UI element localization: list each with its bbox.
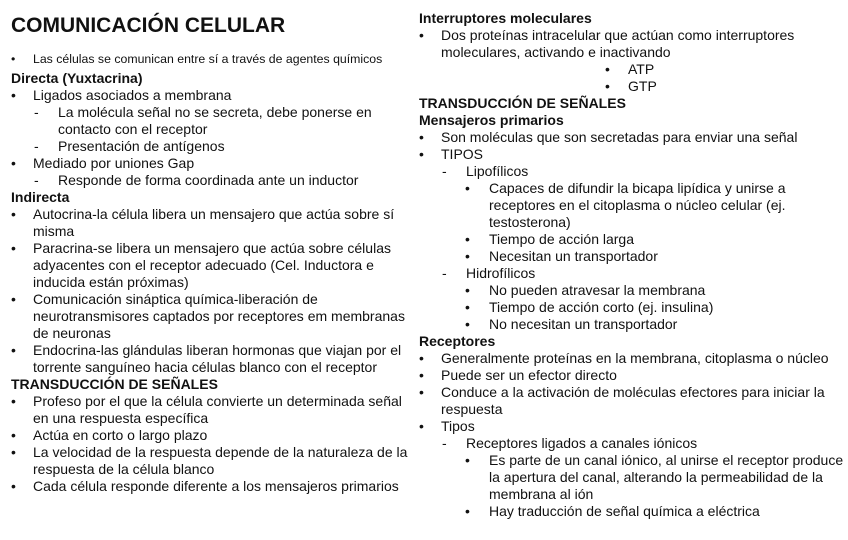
list-item: • Las células se comunican entre sí a través de agentes químicos [11,52,383,66]
dash-icon: - [34,138,39,154]
list-item: • Son moléculas que son secretadas para enviar una señal [419,129,798,145]
dash-icon: - [442,163,447,179]
bullet-icon: • [11,291,16,307]
list-item: • Cada célula responde diferente a los mensajeros primarios [11,478,399,494]
left-column [11,0,411,495]
bullet-icon: • [465,180,470,196]
list-item: • Puede ser un efector directo [419,367,617,383]
sub-list-item: - Presentación de antígenos [34,138,225,154]
bullet-icon: • [605,78,610,94]
bullet-icon: • [605,61,610,77]
section-heading-transduccion: TRANSDUCCIÓN DE SEÑALES [11,376,218,392]
list-item-gtp: • GTP [605,78,657,94]
sub-sub-list-item: • Tiempo de acción larga [465,231,635,247]
bullet-icon: • [11,427,16,443]
bullet-icon: • [465,231,470,247]
right-column [419,0,844,520]
bullet-icon: • [419,350,424,366]
sub-sub-list-item: • No pueden atravesar la membrana [465,282,706,298]
bullet-icon: • [11,240,16,256]
list-item: • La velocidad de la respuesta depende de la naturaleza de la respuesta de la célula blanco [11,444,408,477]
list-item: • Paracrina-se libera un mensajero que actúa sobre células adyacentes con el receptor adecuado (Cel. Inductora e inducida están próximas) [11,240,391,290]
bullet-icon: • [11,155,16,171]
bullet-icon: • [419,367,424,383]
bullet-icon: • [465,316,470,332]
sub-sub-list-item: • Hay traducción de señal química a eléctrica [465,503,760,519]
sub-sub-list-item: • Es parte de un canal iónico, al unirse el receptor produce la apertura del canal, alterando la permeabilidad de la membrana al ión [465,452,844,502]
section-heading-mensajeros: Mensajeros primarios [419,112,564,128]
list-item: • TIPOS [419,146,484,162]
dash-icon: - [442,265,447,281]
bullet-icon: • [11,393,16,409]
sub-list-item: - Responde de forma coordinada ante un inductor [34,172,359,188]
bullet-icon: • [465,299,470,315]
bullet-icon: • [11,52,16,66]
dash-icon: - [34,104,39,120]
bullet-icon: • [419,418,424,434]
list-item: • Actúa en corto o largo plazo [11,427,208,443]
sub-list-item: - La molécula señal no se secreta, debe ponerse en contacto con el receptor [34,104,372,137]
bullet-icon: • [465,452,470,468]
list-item: • Conduce a la activación de moléculas efectores para iniciar la respuesta [419,384,825,417]
dash-icon: - [442,435,447,451]
bullet-icon: • [419,27,424,43]
list-item: • Tipos [419,418,475,434]
dash-icon: - [34,172,39,188]
sub-list-item: - Receptores ligados a canales iónicos [442,435,698,451]
list-item: • Ligados asociados a membrana [11,87,232,103]
bullet-icon: • [11,87,16,103]
section-heading-directa: Directa (Yuxtacrina) [11,70,143,86]
section-heading-transduccion-right: TRANSDUCCIÓN DE SEÑALES [419,95,626,111]
section-heading-receptores: Receptores [419,333,496,349]
sub-list-item: - Hidrofílicos [442,265,536,281]
list-item: • Profeso por el que la célula convierte un determinada señal en una respuesta específica [11,393,402,426]
bullet-icon: • [465,248,470,264]
section-heading-interruptores: Interruptores moleculares [419,10,592,26]
bullet-icon: • [419,384,424,400]
list-item: • Comunicación sináptica química-liberación de neurotransmisores captados por receptores em membranas de neuronas [11,291,405,341]
list-item: • Autocrina-la célula libera un mensajero que actúa sobre sí misma [11,206,395,239]
bullet-icon: • [419,146,424,162]
section-heading-indirecta: Indirecta [11,189,70,205]
bullet-icon: • [465,503,470,519]
list-item: • Mediado por uniones Gap [11,155,195,171]
list-item: • Dos proteínas intracelular que actúan como interruptores moleculares, activando e inactivando [419,27,795,60]
bullet-icon: • [11,342,16,358]
list-item-atp: • ATP [605,61,655,77]
list-item: • Generalmente proteínas en la membrana, citoplasma o núcleo [419,350,829,366]
list-item: • Endocrina-las glándulas liberan hormonas que viajan por el torrente sanguíneo hacia células blanco con el receptor [11,342,402,375]
sub-list-item: - Lipofílicos [442,163,529,179]
bullet-icon: • [419,129,424,145]
sub-sub-list-item: • Capaces de difundir la bicapa lipídica y unirse a receptores en el citoplasma o núcleo celular (ej. testosterona) [465,180,786,230]
bullet-icon: • [11,444,16,460]
sub-sub-list-item: • Tiempo de acción corto (ej. insulina) [465,299,714,315]
sub-sub-list-item: • No necesitan un transportador [465,316,678,332]
bullet-icon: • [11,478,16,494]
bullet-icon: • [465,282,470,298]
bullet-icon: • [11,206,16,222]
page-title: COMUNICACIÓN CELULAR [11,14,286,37]
sub-sub-list-item: • Necesitan un transportador [465,248,658,264]
